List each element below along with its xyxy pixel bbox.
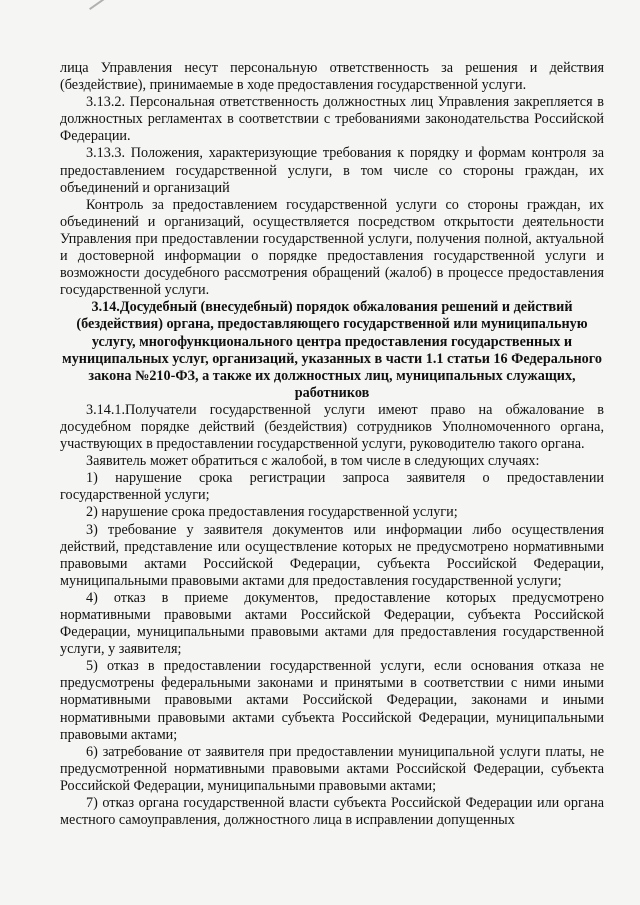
paragraph-3-14-1: 3.14.1.Получатели государственной услуги имеют право на обжалование в досудебном порядке действий (бездействия) сотрудников Уполномоченного органа, участвующих в предоставлении государственной услуги, руководителю такого органа.: [60, 401, 604, 453]
list-item-2: 2) нарушение срока предоставления государственной услуги;: [86, 504, 458, 521]
document-body: [60, 60, 604, 829]
scan-mark: [89, 0, 105, 10]
paragraph-3-13-3: 3.13.3. Положения, характеризующие требования к порядку и формам контроля за предоставлением государственной услуги, в том числе со стороны граждан, их объединений и организаций: [60, 145, 604, 196]
section-heading-3-14: 3.14.Досудебный (внесудебный) порядок обжалования решений и действий (бездействия) органа, предоставляющего государственной или муниципальную услугу, многофункционального центра предоставления государственных и муниципальных услуг, организаций, указанных в части 1.1 статьи 16 Федерального закона №210-ФЗ, а также их должностных лиц, муниципальных служащих, работников: [62, 299, 602, 401]
list-item-1: 1) нарушение срока регистрации запроса заявителя о предоставлении государственной услуги;: [60, 470, 604, 504]
list-item-3: 3) требование у заявителя документов или информации либо осуществления действий, представление или осуществление которых не предусмотрено нормативными правовыми актами Российской Федерации, субъекта Российской Федерации, муниципальными правовыми актами для предоставления государственной услуги;: [60, 521, 604, 589]
paragraph-complaint-cases: Заявитель может обратиться с жалобой, в том числе в следующих случаях:: [86, 453, 540, 470]
list-item-6: 6) затребование от заявителя при предоставлении муниципальной услуги платы, не предусмотренной нормативными правовыми актами Российской Федерации, субъекта Российской Федерации, муниципальными правовыми актами;: [60, 743, 604, 794]
paragraph-continuation: лица Управления несут персональную ответственность за решения и действия (бездействие), принимаемые в ходе предоставления государственной услуги.: [60, 60, 604, 94]
list-item-7: 7) отказ органа государственной власти субъекта Российской Федерации или органа местного самоуправления, должностного лица в исправлении допущенных: [60, 795, 604, 829]
list-item-4: 4) отказ в приеме документов, предоставление которых предусмотрено нормативными правовыми актами Российской Федерации, субъекта Российской Федерации, муниципальными правовыми актами для предоставления государственной услуги, у заявителя;: [60, 589, 604, 658]
paragraph-control: Контроль за предоставлением государственной услуги со стороны граждан, их объединений и организаций, осуществляется посредством открытости деятельности Управления при предоставлении государственной услуги, получения полной, актуальной и достоверной информации о порядке предоставления государственной услуги и возможности досудебного рассмотрения обращений (жалоб) в процессе предоставления государственной услуги.: [60, 196, 604, 299]
list-item-5: 5) отказ в предоставлении государственной услуги, если основания отказа не предусмотрены федеральными законами и принятыми в соответствии с ними иными нормативными правовыми актами Российской Федерации, законами и иными нормативными правовыми актами субъекта Российской Федерации, муниципальными правовыми актами;: [60, 658, 604, 743]
paragraph-3-13-2: 3.13.2. Персональная ответственность должностных лиц Управления закрепляется в должностных регламентах в соответствии с требованиями законодательства Российской Федерации.: [60, 94, 604, 145]
